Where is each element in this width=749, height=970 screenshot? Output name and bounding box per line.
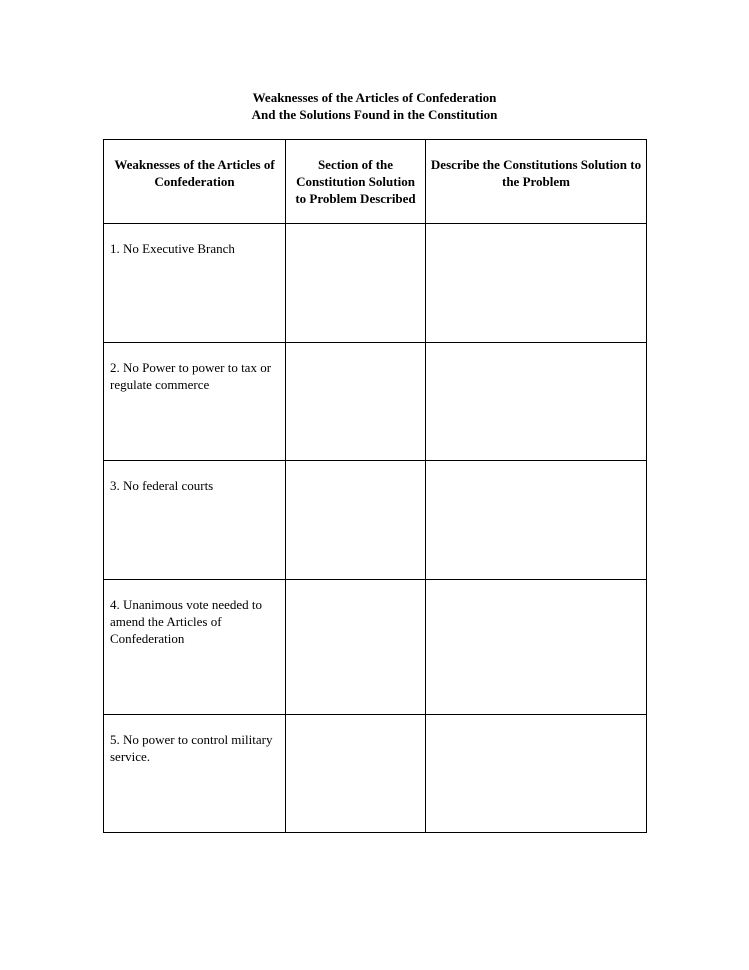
table-row <box>104 715 647 833</box>
section-cell[interactable] <box>286 715 426 833</box>
weakness-cell <box>104 343 286 461</box>
section-cell[interactable] <box>286 461 426 580</box>
header-solution-label: Describe the Constitutions Solution to the Problem <box>430 157 642 189</box>
header-section-label: Section of the Constitution Solution to Problem Described <box>295 157 416 206</box>
weakness-cell <box>104 224 286 343</box>
section-cell[interactable] <box>286 343 426 461</box>
header-row <box>104 140 647 224</box>
worksheet-table <box>103 139 647 833</box>
weakness-text: 3. No federal courts <box>110 478 214 493</box>
weakness-text: 5. No power to control military service. <box>110 732 273 764</box>
table-row <box>104 224 647 343</box>
solution-cell[interactable] <box>426 224 647 343</box>
solution-cell[interactable] <box>426 580 647 715</box>
solution-cell[interactable] <box>426 343 647 461</box>
table-row <box>104 461 647 580</box>
header-weaknesses <box>104 140 286 224</box>
section-cell[interactable] <box>286 224 426 343</box>
section-cell[interactable] <box>286 580 426 715</box>
document-title <box>0 89 749 123</box>
weakness-cell <box>104 461 286 580</box>
header-solution <box>426 140 647 224</box>
weakness-text: 1. No Executive Branch <box>110 241 235 256</box>
table-row <box>104 580 647 715</box>
table-row <box>104 343 647 461</box>
solution-cell[interactable] <box>426 461 647 580</box>
weakness-cell <box>104 715 286 833</box>
weakness-cell <box>104 580 286 715</box>
title-line-2: And the Solutions Found in the Constitution <box>251 107 498 122</box>
weakness-text: 4. Unanimous vote needed to amend the Articles of Confederation <box>110 597 262 646</box>
solution-cell[interactable] <box>426 715 647 833</box>
weakness-text: 2. No Power to power to tax or regulate commerce <box>110 360 272 392</box>
header-section <box>286 140 426 224</box>
title-line-1: Weaknesses of the Articles of Confederation <box>252 90 497 105</box>
header-weaknesses-label: Weaknesses of the Articles of Confederation <box>114 157 275 189</box>
